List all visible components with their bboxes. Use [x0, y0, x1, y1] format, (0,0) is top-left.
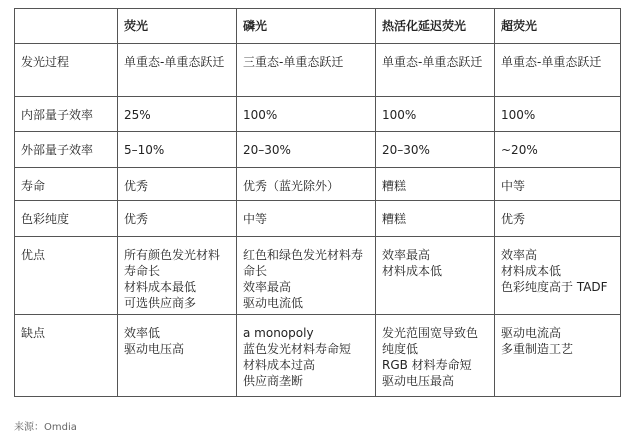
table-row — [15, 168, 621, 201]
table-cell — [118, 97, 237, 132]
table-cell — [237, 315, 376, 397]
cell-line: 驱动电压高 — [124, 342, 185, 356]
cell-line: 5–10% — [124, 143, 165, 157]
table-cell — [118, 132, 237, 168]
cell-line: 20–30% — [243, 143, 291, 157]
table-cell — [118, 168, 237, 201]
row-label: 色彩纯度 — [15, 201, 118, 237]
cell-line: 100% — [243, 108, 278, 122]
table-cell — [237, 132, 376, 168]
table-cell — [376, 237, 495, 315]
table-cell — [495, 44, 621, 97]
cell-line: 发光范围宽导致色纯度低 — [382, 326, 479, 356]
cell-line: 优秀 — [124, 212, 149, 226]
cell-line: 材料成本过高 — [243, 358, 316, 372]
cell-line: 驱动电流高 — [501, 326, 562, 340]
table-cell — [118, 315, 237, 397]
cell-line: 驱动电流低 — [243, 296, 304, 310]
header-cell-fluorescence: 荧光 — [118, 9, 237, 44]
cell-line: ~20% — [501, 143, 538, 157]
cell-line: 所有颜色发光材料寿命长 — [124, 248, 221, 278]
cell-line: 中等 — [501, 179, 526, 193]
cell-line: 100% — [382, 108, 417, 122]
cell-line: 100% — [501, 108, 536, 122]
cell-line: 效率最高 — [243, 280, 292, 294]
table-cell — [118, 44, 237, 97]
table-body — [15, 44, 621, 397]
table-cell — [237, 168, 376, 201]
row-label: 内部量子效率 — [15, 97, 118, 132]
table-cell — [118, 237, 237, 315]
cell-line: 中等 — [243, 212, 268, 226]
table-cell — [376, 97, 495, 132]
cell-line: 材料成本最低 — [124, 280, 197, 294]
cell-line: 红色和绿色发光材料寿命长 — [243, 248, 364, 278]
table-cell — [237, 44, 376, 97]
table-cell — [495, 97, 621, 132]
cell-line: 蓝色发光材料寿命短 — [243, 342, 352, 356]
table-cell — [376, 132, 495, 168]
table-row — [15, 44, 621, 97]
table-row — [15, 315, 621, 397]
cell-line: a monopoly — [243, 326, 314, 340]
table-row — [15, 97, 621, 132]
row-label: 优点 — [15, 237, 118, 315]
cell-line: 供应商垄断 — [243, 374, 304, 388]
header-row — [15, 9, 621, 44]
table-row — [15, 201, 621, 237]
row-label: 缺点 — [15, 315, 118, 397]
cell-line: 单重态-单重态跃迁 — [382, 55, 483, 69]
table-cell — [495, 201, 621, 237]
table-cell — [495, 132, 621, 168]
header-cell-empty — [15, 9, 118, 44]
cell-line: 效率最高 — [382, 248, 431, 262]
row-label: 寿命 — [15, 168, 118, 201]
row-label: 发光过程 — [15, 44, 118, 97]
cell-line: RGB 材料寿命短 — [382, 358, 472, 372]
table-cell — [237, 201, 376, 237]
cell-line: 糟糕 — [382, 212, 407, 226]
table-cell — [376, 168, 495, 201]
table-row — [15, 132, 621, 168]
cell-line: 效率高 — [501, 248, 538, 262]
row-label: 外部量子效率 — [15, 132, 118, 168]
cell-line: 可选供应商多 — [124, 296, 197, 310]
table-cell — [495, 315, 621, 397]
header-cell-hyperfluorescence: 超荧光 — [495, 9, 621, 44]
header-cell-tadf: 热活化延迟荧光 — [376, 9, 495, 44]
cell-line: 优秀 — [124, 179, 149, 193]
cell-line: 单重态-单重态跃迁 — [124, 55, 225, 69]
cell-line: 材料成本低 — [382, 264, 443, 278]
table-cell — [495, 237, 621, 315]
table-cell — [237, 97, 376, 132]
cell-line: 优秀 — [501, 212, 526, 226]
cell-line: 单重态-单重态跃迁 — [501, 55, 602, 69]
cell-line: 驱动电压最高 — [382, 374, 455, 388]
cell-line: 效率低 — [124, 326, 161, 340]
cell-line: 色彩纯度高于 TADF — [501, 280, 608, 294]
table-cell — [495, 168, 621, 201]
cell-line: 多重制造工艺 — [501, 342, 574, 356]
cell-line: 优秀（蓝光除外） — [243, 179, 340, 193]
cell-line: 25% — [124, 108, 151, 122]
table-cell — [376, 44, 495, 97]
cell-line: 材料成本低 — [501, 264, 562, 278]
comparison-table — [14, 8, 621, 397]
cell-line: 三重态-单重态跃迁 — [243, 55, 344, 69]
cell-line: 糟糕 — [382, 179, 407, 193]
source-note: 来源：Omdia — [14, 422, 77, 433]
table-row — [15, 237, 621, 315]
table-cell — [376, 315, 495, 397]
cell-line: 20–30% — [382, 143, 430, 157]
table-cell — [118, 201, 237, 237]
header-cell-phosphorescence: 磷光 — [237, 9, 376, 44]
table-cell — [237, 237, 376, 315]
table-cell — [376, 201, 495, 237]
